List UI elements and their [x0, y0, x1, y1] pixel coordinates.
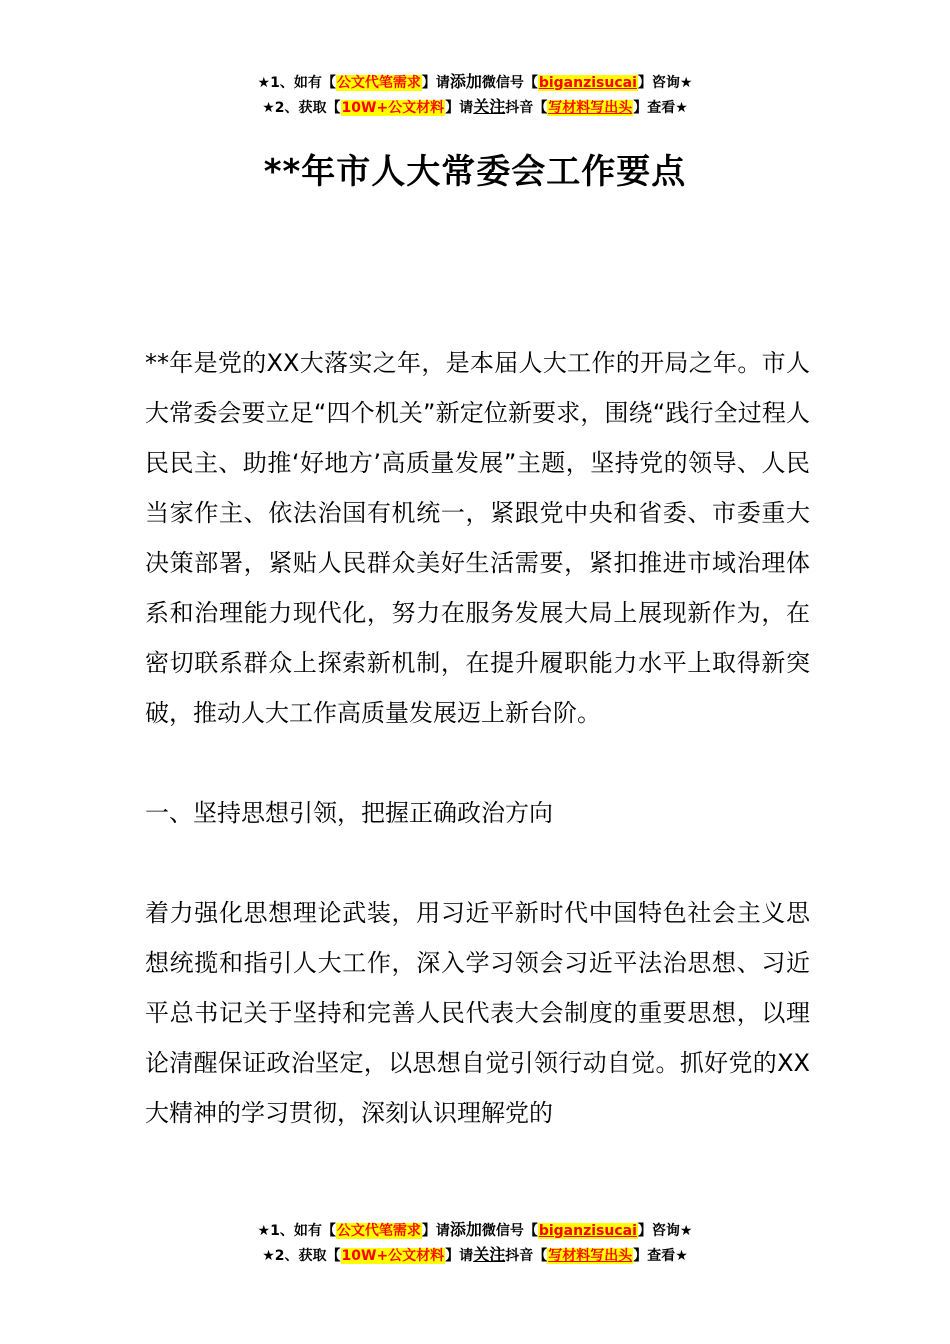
paragraph-section-1: 着力强化思想理论武装，用习近平新时代中国特色社会主义思想统揽和指引人大工作，深入学习领会习近平法治思想、习近平总书记关于坚持和完善人民代表大会制度的重要思想，以理论清醒保证政治坚定，以思想自觉引领行动自觉。抓好党的XX大精神的学习贯彻，深刻认识理解党的 — [145, 899, 810, 1127]
section-heading: 一、坚持思想引领，把握正确政治方向 — [145, 799, 553, 827]
paragraph-intro: **年是党的XX大落实之年，是本届人大工作的开局之年。市人大常委会要立足“四个机关”新定位新要求，围绕“践行全过程人民民主、助推‘好地方’高质量发展”主题，坚持党的领导、人民当家作主、依法治国有机统一，紧跟党中央和省委、市委重大决策部署，紧贴人民群众美好生活需要，紧扣推进市域治理体系和治理能力现代化，努力在服务发展大局上展现新作为，在密切联系群众上探索新机制，在提升履职能力水平上取得新突破，推动人大工作高质量发展迈上新台阶。 — [145, 349, 810, 727]
banner-text: ★2、获取【 — [262, 100, 341, 116]
banner-line-1 — [0, 70, 950, 95]
banner-text: 】咨询★ — [637, 1223, 693, 1239]
banner-wechat-id: biganzisucai — [538, 75, 637, 91]
bottom-banner — [0, 1218, 950, 1268]
banner-emphasis: 关注 — [473, 97, 506, 116]
banner-text: ★2、获取【 — [262, 1248, 341, 1264]
banner-text: 】请 — [421, 1223, 450, 1239]
banner-text: 抖音【 — [505, 1248, 548, 1264]
banner-text: 】查看★ — [633, 100, 688, 116]
top-banner — [0, 70, 950, 120]
banner-emphasis: 添加 — [449, 72, 482, 91]
banner-wechat-id: biganzisucai — [538, 1223, 637, 1239]
banner-emphasis: 添加 — [449, 1220, 482, 1239]
banner-emphasis: 关注 — [473, 1245, 506, 1264]
document-title: **年市人大常委会工作要点 — [263, 152, 687, 192]
banner-highlight: 10W+公文材料 — [341, 1248, 445, 1264]
banner-highlight: 10W+公文材料 — [341, 100, 445, 116]
banner-douyin-id: 写材料写出头 — [548, 1248, 633, 1264]
banner-line-2 — [0, 95, 950, 120]
banner-text: 】请 — [445, 1248, 474, 1264]
banner-text: ★1、如有【 — [257, 75, 336, 91]
banner-highlight: 公文代笔需求 — [336, 75, 421, 91]
banner-text: 微信号【 — [481, 1223, 538, 1239]
banner-text: 微信号【 — [481, 75, 538, 91]
banner-text: 】咨询★ — [637, 75, 693, 91]
banner-text: 抖音【 — [505, 100, 548, 116]
document-body — [145, 338, 810, 1138]
banner-text: 】查看★ — [633, 1248, 688, 1264]
banner-text: 】请 — [421, 75, 450, 91]
banner-line-2 — [0, 1243, 950, 1268]
banner-text: ★1、如有【 — [257, 1223, 336, 1239]
banner-highlight: 公文代笔需求 — [336, 1223, 421, 1239]
banner-line-1 — [0, 1218, 950, 1243]
banner-text: 】请 — [445, 100, 474, 116]
banner-douyin-id: 写材料写出头 — [548, 100, 633, 116]
